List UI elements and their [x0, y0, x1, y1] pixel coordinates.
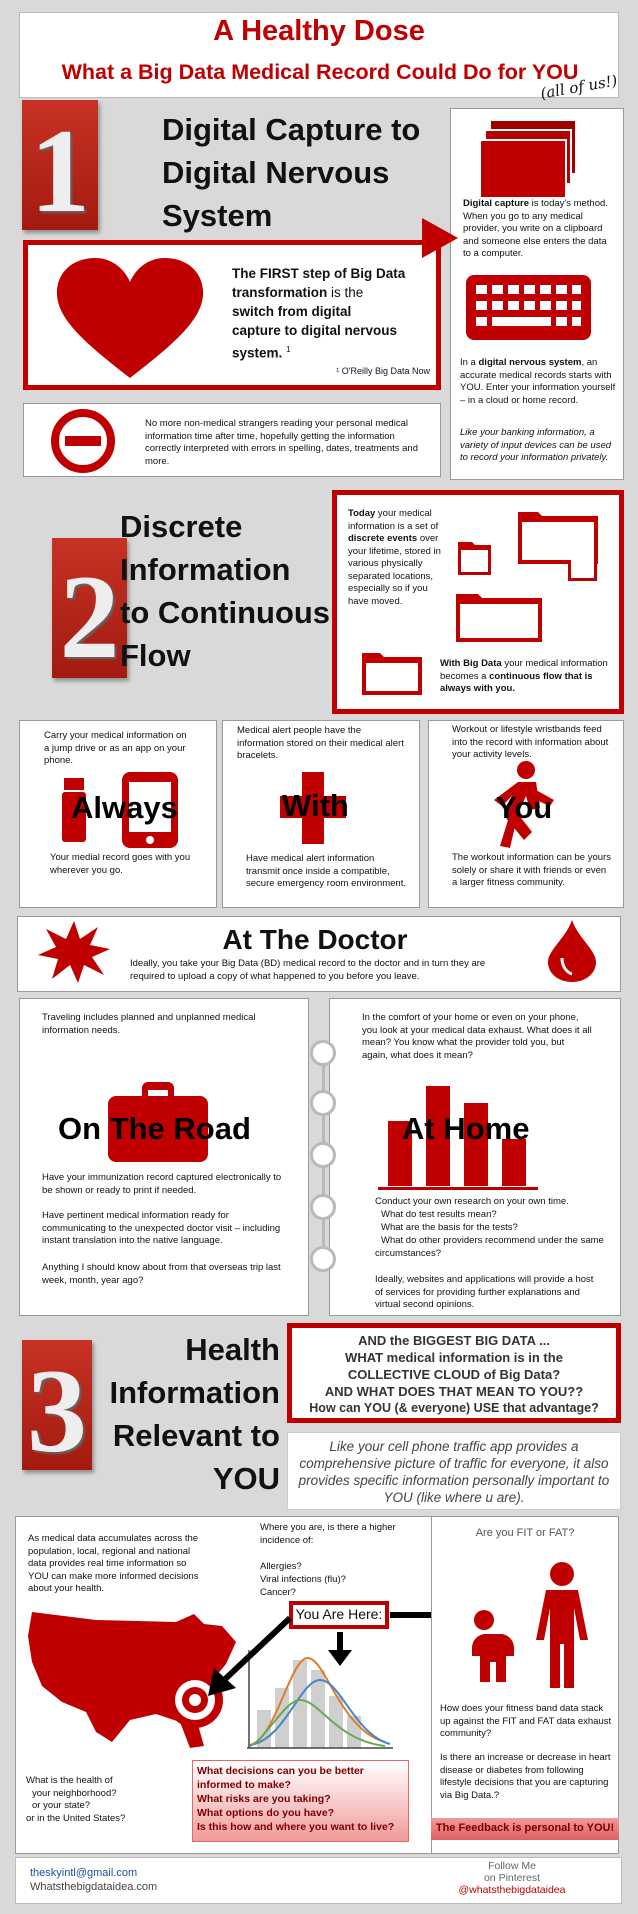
blood-drop-icon	[548, 920, 596, 982]
you-top-text: Workout or lifestyle wristbands feed into the record with information about your activity levels.	[452, 724, 609, 760]
section2-title	[120, 505, 330, 677]
today-bold2: discrete events	[348, 533, 418, 544]
road-top-text: Traveling includes planned and unplanned medical information needs.	[42, 1012, 256, 1036]
health-questions	[26, 1775, 176, 1825]
fit-fat-people-icon	[450, 1560, 610, 1690]
road-p3: Anything I should know about from that overseas trip last week, month, year ago?	[42, 1262, 281, 1286]
today-bold: Today	[348, 508, 376, 519]
home-top-text: In the comfort of your home or even on your phone, you look at your medical data exhaust. What does it all mean? You know what the provider told you, but again, what does it mean?	[362, 1012, 592, 1061]
bigdata-bold: With Big Data	[440, 658, 502, 669]
digital-nervous-pre: In a	[460, 357, 476, 368]
always-word: Always	[71, 790, 178, 825]
road-p2: Have pertinent medical information ready for communicating to the unexpected doctor visit – including instant translation into the native language.	[42, 1210, 281, 1246]
prohibited-icon	[50, 408, 116, 474]
you-word: You	[496, 790, 553, 825]
health-q2: your neighborhood?	[32, 1787, 117, 1799]
decision-q4: Is this how and where you want to live?	[197, 1821, 395, 1833]
section3-title-line4: YOU	[212, 1461, 280, 1496]
today-body2: over your lifetime, stored in various physically separated locations, especially so if you have moved.	[348, 533, 441, 607]
first-step-line4: capture to digital nervous	[232, 323, 398, 338]
health-q4: or in the United States?	[26, 1812, 126, 1824]
section3-title-line3: Relevant to	[112, 1418, 280, 1453]
doctor-title: At The Doctor	[222, 924, 408, 955]
section3-title	[80, 1328, 280, 1500]
digital-capture-bold: Digital capture	[463, 198, 529, 209]
you-bottom-text: The workout information can be yours solely or share it with friends or even a larger fitness community.	[452, 852, 611, 888]
section3-title-line2: Information	[109, 1375, 280, 1410]
section-number-3: 3	[27, 1344, 87, 1477]
banking-note: Like your banking information, a variety of input devices can be used to record your information privately.	[460, 427, 612, 463]
folders-icon	[450, 502, 620, 642]
section1-title-line1: Digital Capture to	[162, 112, 421, 147]
doctor-text: Ideally, you take your Big Data (BD) medical record to the doctor and in turn they are required to upload a copy of what happened to you before you leave.	[130, 958, 486, 982]
first-step-bold: transformation	[232, 285, 328, 300]
decision-q3: What options do you have?	[197, 1807, 335, 1819]
with-word: With	[282, 788, 349, 823]
bigq-line5: How can YOU (& everyone) USE that advantage?	[309, 1401, 599, 1415]
home-chart-baseline	[378, 1187, 538, 1190]
section3-title-line1: Health	[185, 1332, 280, 1367]
page-subtitle: What a Big Data Medical Record Could Do for YOU	[61, 60, 579, 84]
section-number-1: 1	[30, 104, 90, 237]
decision-q2: What risks are you taking?	[197, 1793, 331, 1805]
digital-capture-body: is today's method. When you go to any medical provider, you write on a clipboard and someone else enters the data to a computer.	[463, 198, 608, 259]
fit-title: Are you FIT or FAT?	[475, 1527, 575, 1539]
first-step-mid: is the	[331, 285, 364, 300]
heart-icon	[55, 258, 205, 380]
bigdata-text	[440, 658, 612, 696]
digital-capture-text	[463, 198, 613, 261]
biggest-data-text	[292, 1332, 616, 1417]
road-p1: Have your immunization record captured electronically to be shown or ready to print if needed.	[42, 1172, 282, 1196]
section1-title	[162, 108, 420, 237]
citation: ¹ O'Reilly Big Data Now	[336, 366, 430, 376]
keyboard-icon	[466, 275, 591, 340]
digital-nervous-text	[460, 357, 616, 407]
home-p2: Ideally, websites and applications will provide a host of services for providing further explanations and virtual second opinions.	[375, 1274, 594, 1310]
section2-title-line4: Flow	[120, 638, 191, 673]
first-step-pre: The FIRST step of Big Data	[232, 266, 406, 281]
home-word: At Home	[402, 1111, 530, 1146]
page-title: A Healthy Dose	[213, 15, 425, 47]
section-number-tab-2	[52, 538, 127, 683]
home-p1: Conduct your own research on your own time.	[375, 1196, 569, 1207]
decisions-text	[197, 1764, 407, 1834]
no-more-text: No more non-medical strangers reading your personal medical information time after time, hopefully getting the information correctly interpreted with errors in spelling, dates, treatments and more.	[145, 418, 418, 467]
traffic-text: Like your cell phone traffic app provides a comprehensive picture of traffic for everyone, it also provides specific information personally important to YOU (like where u are).	[298, 1439, 610, 1505]
bigdata-body: your medical information becomes a	[440, 658, 608, 682]
road-word: On The Road	[58, 1111, 251, 1146]
today-text	[348, 508, 444, 608]
home-q2: What are the basis for the tests?	[381, 1222, 518, 1233]
with-top-text: Medical alert people have the information stored on their medical alert bracelets.	[237, 725, 404, 761]
digital-nervous-bold: digital nervous system	[478, 357, 582, 368]
accumulate-text: As medical data accumulates across the population, local, regional and national data provides real time information so YOU can make more informed decisions about your health.	[28, 1533, 199, 1594]
footer-pinterest-link[interactable]: @whatsthebigdataidea	[458, 1884, 566, 1896]
always-bottom-text: Your medial record goes with you wherever you go.	[50, 852, 191, 876]
section2-title-line1: Discrete	[120, 509, 243, 544]
allergies-text: Allergies?	[260, 1561, 302, 1572]
section-number-2: 2	[59, 550, 120, 683]
today-body1: your medical information is a set of	[348, 508, 439, 532]
starburst-icon	[38, 921, 110, 983]
footer-follow-2: on Pinterest	[483, 1872, 541, 1884]
first-step-text	[232, 264, 432, 363]
cancer-text: Cancer?	[260, 1587, 296, 1598]
feedback-text: The Feedback is personal to YOU!	[435, 1822, 615, 1834]
bigq-line4: AND WHAT DOES THAT MEAN TO YOU??	[324, 1384, 584, 1399]
decision-q1: What decisions can you be better informed to make?	[197, 1765, 364, 1791]
section2-title-line3: to Continuous	[120, 595, 331, 630]
header-aside: (all of us!)	[539, 71, 619, 103]
arrow-right-icon	[422, 218, 458, 258]
where-question: Where you are, is there a higher incidence of:	[260, 1522, 396, 1546]
first-step-line3: switch from digital	[232, 304, 352, 319]
home-q1: What do test results mean?	[381, 1209, 497, 1220]
ring-2	[310, 1090, 336, 1116]
ring-5	[310, 1246, 336, 1272]
ring-4	[310, 1194, 336, 1220]
fit-text-1: How does your fitness band data stack up against the FIT and FAT data exhaust community?	[440, 1703, 612, 1739]
ring-3	[310, 1142, 336, 1168]
first-step-line5: system.	[232, 345, 283, 361]
with-bottom-text: Have medical alert information transmit once inside a compatible, secure emergency room environment.	[246, 853, 406, 889]
always-top-text: Carry your medical information on a jump drive or as an app on your phone.	[44, 730, 187, 766]
digital-nervous-body: , an accurate medical records starts with YOU. Enter your information yourself – in a cloud or home record.	[460, 357, 616, 406]
bigq-line3: COLLECTIVE CLOUD of Big Data?	[347, 1367, 561, 1382]
fit-text-2: Is there an increase or decrease in heart disease or diabetes from following lifestyle decisions that you are capturing via Big Data.?	[440, 1752, 611, 1801]
section-number-tab-1	[22, 100, 98, 237]
folder-icon	[362, 653, 422, 695]
health-q3: or your state?	[32, 1800, 91, 1811]
ring-1	[310, 1040, 336, 1066]
bigq-line1: AND the BIGGEST BIG DATA ...	[358, 1333, 550, 1348]
section1-title-line2: Digital Nervous	[162, 155, 390, 190]
bigq-line2: WHAT medical information is in the	[345, 1350, 563, 1365]
home-q3: What do other providers recommend under the same circumstances?	[375, 1235, 604, 1259]
health-q1: What is the health of	[26, 1775, 113, 1786]
footer-follow-1: Follow Me	[488, 1860, 536, 1872]
footer-email-link[interactable]: theskyintl@gmail.com	[30, 1867, 138, 1879]
viral-text: Viral infections (flu)?	[260, 1574, 346, 1585]
documents-icon	[480, 120, 580, 200]
section2-title-line2: Information	[120, 552, 291, 587]
bigdata-bold2: continuous flow that is always with you.	[440, 670, 593, 694]
footnote-mark: 1	[286, 345, 291, 354]
you-are-here-label: You Are Here:	[295, 1606, 383, 1622]
footer-site-link[interactable]: Whatsthebigdataidea.com	[30, 1881, 158, 1893]
section1-title-line3: System	[162, 198, 273, 233]
